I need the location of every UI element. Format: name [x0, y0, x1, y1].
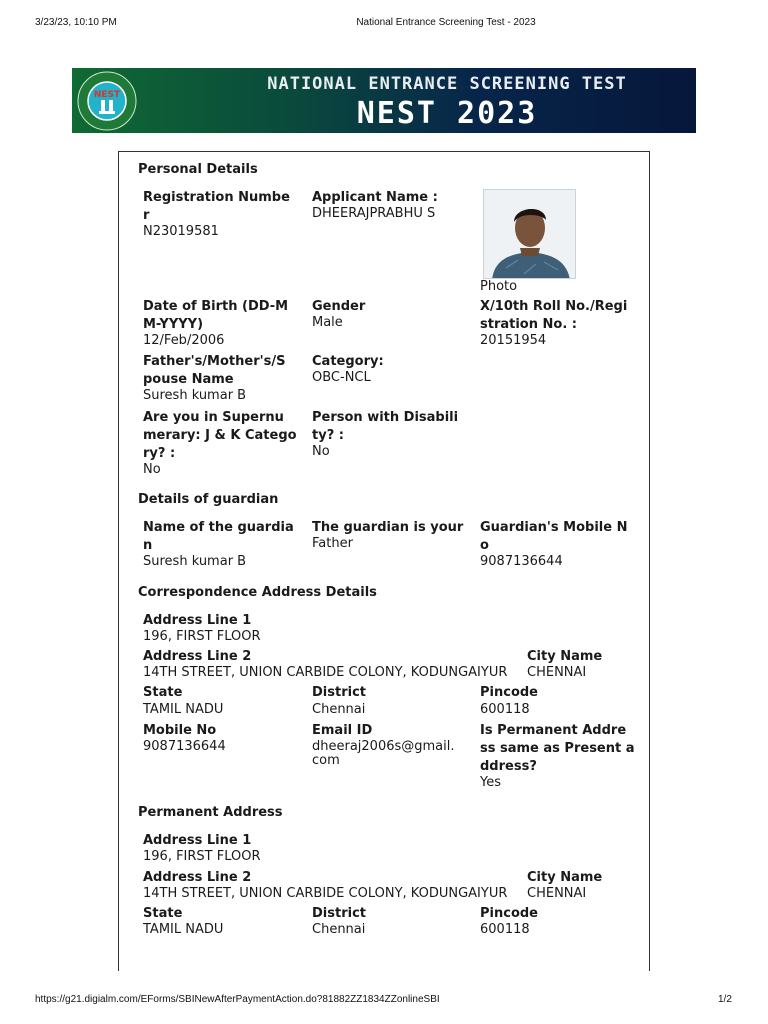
- banner-subtitle: NEST 2023: [356, 96, 538, 131]
- perm-address1-value: 196, FIRST FLOOR: [143, 849, 261, 864]
- gender-value: Male: [312, 315, 343, 330]
- print-page-number: 1/2: [718, 994, 732, 1005]
- parent-name-label: Father's/Mother's/S: [143, 354, 286, 369]
- corr-mobile-label: Mobile No: [143, 723, 217, 738]
- corr-address1-label: Address Line 1: [143, 613, 252, 628]
- perm-state-label: State: [143, 906, 183, 921]
- corr-mobile-value: 9087136644: [143, 739, 226, 754]
- corr-district-label: District: [312, 685, 366, 700]
- corr-state-value: TAMIL NADU: [143, 702, 224, 717]
- same-address-label: Is Permanent Addre: [480, 723, 627, 738]
- perm-address2-label: Address Line 2: [143, 870, 252, 885]
- applicant-photo: [483, 189, 576, 279]
- parent-name-value: Suresh kumar B: [143, 388, 247, 403]
- perm-city-value: CHENNAI: [527, 886, 587, 901]
- guardian-name-label-cont: n: [143, 538, 153, 553]
- applicant-name-label: Applicant Name :: [312, 190, 438, 205]
- person-photo-icon: [484, 190, 576, 279]
- section-heading-personal: Personal Details: [138, 162, 258, 177]
- disability-value: No: [312, 444, 330, 459]
- guardian-mobile-value: 9087136644: [480, 554, 563, 569]
- print-datetime: 3/23/23, 10:10 PM: [35, 17, 117, 28]
- perm-address2-value: 14TH STREET, UNION CARBIDE COLONY, KODUNGAIYUR: [143, 886, 508, 901]
- supernumerary-label-cont: merary: J & K Catego: [143, 428, 297, 443]
- corr-email-label: Email ID: [312, 723, 373, 738]
- perm-address1-label: Address Line 1: [143, 833, 252, 848]
- corr-city-value: CHENNAI: [527, 665, 587, 680]
- parent-name-label-cont: pouse Name: [143, 372, 234, 387]
- supernumerary-label: Are you in Supernu: [143, 410, 284, 425]
- print-url[interactable]: https://g21.digialm.com/EForms/SBINewAfterPaymentAction.do?81882ZZ1834ZZonlineSBI: [35, 994, 440, 1005]
- perm-pincode-label: Pincode: [480, 906, 538, 921]
- section-heading-correspondence: Correspondence Address Details: [138, 585, 377, 600]
- nest-banner: [72, 68, 696, 133]
- section-heading-permanent: Permanent Address: [138, 805, 283, 820]
- category-label: Category:: [312, 354, 384, 369]
- photo-label: Photo: [480, 279, 518, 294]
- corr-pincode-label: Pincode: [480, 685, 538, 700]
- corr-address2-label: Address Line 2: [143, 649, 252, 664]
- disability-label-cont: ty? :: [312, 428, 344, 443]
- guardian-relation-value: Father: [312, 536, 353, 551]
- same-address-label-cont: ss same as Present a: [480, 741, 635, 756]
- same-address-value: Yes: [480, 775, 501, 790]
- dob-label: Date of Birth (DD-M: [143, 299, 289, 314]
- perm-city-label: City Name: [527, 870, 603, 885]
- roll-number-value: 20151954: [480, 333, 547, 348]
- corr-pincode-value: 600118: [480, 702, 530, 717]
- banner-title: NATIONAL ENTRANCE SCREENING TEST: [267, 74, 627, 94]
- guardian-mobile-label: Guardian's Mobile N: [480, 520, 628, 535]
- corr-address2-value: 14TH STREET, UNION CARBIDE COLONY, KODUNGAIYUR: [143, 665, 508, 680]
- guardian-mobile-label-cont: o: [480, 538, 489, 553]
- corr-email-value-cont: com: [312, 753, 340, 768]
- guardian-name-value: Suresh kumar B: [143, 554, 247, 569]
- corr-address1-value: 196, FIRST FLOOR: [143, 629, 261, 644]
- reg-number-label-cont: r: [143, 208, 150, 223]
- logo-text: NEST: [93, 90, 121, 100]
- print-title: National Entrance Screening Test - 2023: [356, 17, 536, 28]
- corr-state-label: State: [143, 685, 183, 700]
- roll-number-label: X/10th Roll No./Regi: [480, 299, 628, 314]
- gender-label: Gender: [312, 299, 366, 314]
- supernumerary-value: No: [143, 462, 161, 477]
- disability-label: Person with Disabili: [312, 410, 459, 425]
- reg-number-label: Registration Numbe: [143, 190, 290, 205]
- corr-email-value: dheeraj2006s@gmail.: [312, 739, 455, 754]
- section-heading-guardian: Details of guardian: [138, 492, 279, 507]
- corr-city-label: City Name: [527, 649, 603, 664]
- category-value: OBC-NCL: [312, 370, 371, 385]
- guardian-relation-label: The guardian is your: [312, 520, 464, 535]
- perm-district-value: Chennai: [312, 922, 366, 937]
- dob-value: 12/Feb/2006: [143, 333, 225, 348]
- nest-logo-icon: [76, 70, 138, 132]
- reg-number-value: N23019581: [143, 224, 219, 239]
- perm-state-value: TAMIL NADU: [143, 922, 224, 937]
- dob-label-cont: M-YYYY): [143, 317, 204, 332]
- corr-district-value: Chennai: [312, 702, 366, 717]
- guardian-name-label: Name of the guardia: [143, 520, 294, 535]
- same-address-label-end: ddress?: [480, 759, 537, 774]
- supernumerary-label-end: ry? :: [143, 446, 176, 461]
- perm-pincode-value: 600118: [480, 922, 530, 937]
- perm-district-label: District: [312, 906, 366, 921]
- applicant-name-value: DHEERAJPRABHU S: [312, 206, 436, 221]
- roll-number-label-cont: stration No. :: [480, 317, 577, 332]
